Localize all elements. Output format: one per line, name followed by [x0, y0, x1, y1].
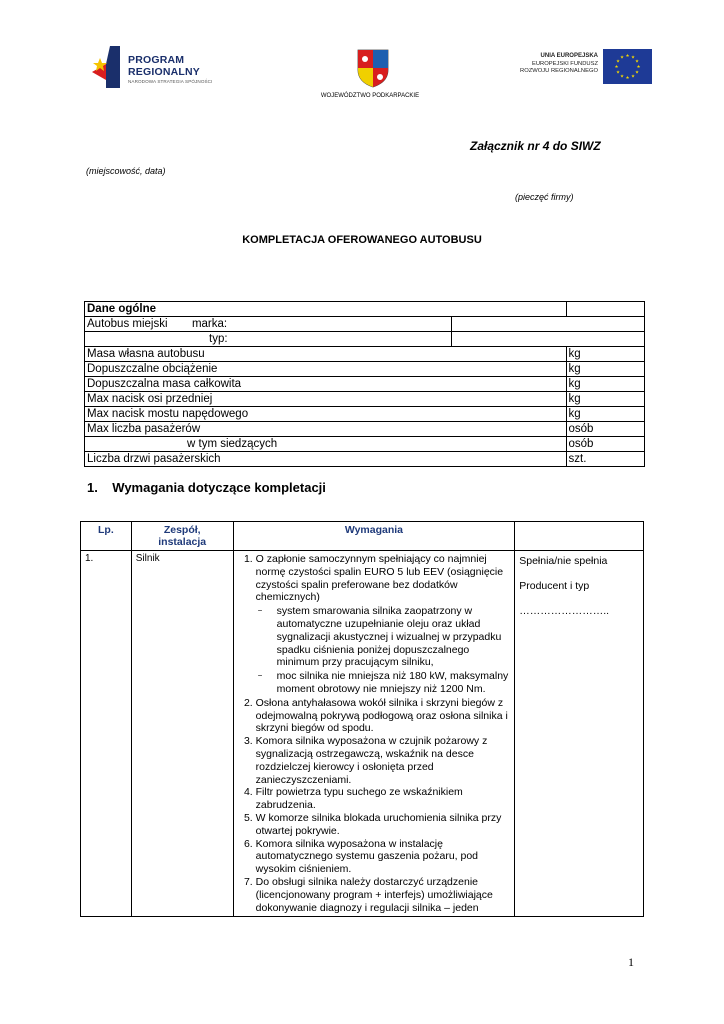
- table-header-row: [81, 522, 644, 551]
- page-number: 1: [628, 955, 634, 969]
- bus-brand-label: marka:: [191, 318, 228, 330]
- table-row: [81, 551, 644, 917]
- bus-label: Autobus miejski: [87, 318, 168, 330]
- eu-star-icon: ★: [630, 54, 636, 60]
- table-row: [85, 452, 645, 467]
- eu-logo-line1: UNIA EUROPEJSKA: [540, 53, 598, 59]
- requirements-table: [80, 521, 644, 917]
- bus-type-value[interactable]: [452, 332, 645, 347]
- bus-brand-value[interactable]: [452, 317, 645, 332]
- row-label: w tym siedzących: [85, 437, 567, 452]
- row-unit[interactable]: kg: [566, 377, 645, 392]
- producer-dots[interactable]: ……………………..: [519, 605, 610, 617]
- row-unit[interactable]: szt.: [566, 452, 645, 467]
- row-unit[interactable]: kg: [566, 347, 645, 362]
- table-row: [85, 437, 645, 452]
- row-lp: 1.: [81, 551, 132, 917]
- eu-logo-line3: ROZWOJU REGIONALNEGO: [520, 68, 598, 74]
- row-label: Max nacisk osi przedniej: [85, 392, 567, 407]
- row-label: Masa własna autobusu: [85, 347, 567, 362]
- row-label: Dopuszczalne obciążenie: [85, 362, 567, 377]
- general-data-table: [84, 301, 645, 467]
- row-unit[interactable]: kg: [566, 407, 645, 422]
- document-title: KOMPLETACJA OFEROWANEGO AUTOBUSU: [242, 234, 482, 246]
- voivodeship-crest-icon: [356, 48, 390, 88]
- table-row: [85, 317, 645, 332]
- compliance-label: Spełnia/nie spełnia: [519, 555, 608, 567]
- program-logo-line1: PROGRAM: [128, 54, 185, 66]
- table-row: [85, 377, 645, 392]
- producer-label: Producent i typ: [519, 580, 590, 592]
- eu-star-icon: ★: [615, 69, 620, 75]
- col-header-lp: Lp.: [81, 522, 132, 551]
- voivodeship-label: WOJEWÓDZTWO PODKARPACKIE: [320, 93, 420, 99]
- eu-star-icon: ★: [619, 73, 625, 79]
- col-header-wymagania: Wymagania: [233, 522, 515, 551]
- general-data-header: Dane ogólne: [85, 302, 452, 317]
- list-item: 7. Do obsługi silnika należy dostarczyć urządzenie (licencjonowany program + interfejs) umożliwiające dokonywanie diagnozy i regulacji silnika – jeden: [256, 876, 511, 914]
- row-compliance-cell[interactable]: [515, 551, 644, 917]
- requirement-text: O zapłonie samoczynnym spełniający co najmniej normę czystości spalin EURO 5 lub EEV (osiągnięcie czystości spalin preferowane bez dodatków chemicznych): [255, 553, 504, 604]
- eu-star-icon: ★: [630, 73, 636, 79]
- eu-flag-icon: [603, 49, 652, 84]
- row-label: Dopuszczalna masa całkowita: [85, 377, 567, 392]
- table-row: [85, 407, 645, 422]
- list-item: − system smarowania silnika zaopatrzony w automatyczne uzupełnianie oleju oraz układ sygnalizacji akustycznej i wizualnej w przypadku spadku ciśnienia poniżej dopuszczalnego minimum przy pracującym silniku,: [256, 605, 511, 669]
- row-unit[interactable]: kg: [566, 392, 645, 407]
- eu-star-icon: ★: [615, 58, 620, 64]
- col-header-empty: [515, 522, 644, 551]
- row-unit[interactable]: osób: [566, 437, 645, 452]
- annex-title: Załącznik nr 4 do SIWZ: [470, 139, 601, 153]
- list-item: [256, 553, 511, 696]
- bus-type-label: typ:: [85, 332, 452, 347]
- eu-star-icon: ★: [636, 64, 641, 70]
- table-row: [85, 392, 645, 407]
- eu-star-icon: ★: [635, 58, 640, 64]
- row-label: Max nacisk mostu napędowego: [85, 407, 567, 422]
- table-row: [85, 347, 645, 362]
- list-item: − moc silnika nie mniejsza niż 180 kW, maksymalny moment obrotowy nie mniejszy niż 1200 Nm.: [256, 670, 511, 696]
- row-label: Max liczba pasażerów: [85, 422, 567, 437]
- program-logo-line3: NARODOWA STRATEGIA SPÓJNOŚCI: [128, 79, 213, 84]
- eu-logo-text: [490, 53, 598, 76]
- row-label: Liczba drzwi pasażerskich: [85, 452, 567, 467]
- row-requirements: [233, 551, 515, 917]
- table-row: [85, 422, 645, 437]
- eu-logo-line2: EUROPEJSKI FUNDUSZ: [531, 60, 598, 67]
- row-unit[interactable]: osób: [566, 422, 645, 437]
- table-row: [85, 362, 645, 377]
- program-regionalny-logo: [92, 44, 232, 92]
- company-stamp-label: (pieczęć firmy): [515, 192, 574, 202]
- table-row: [85, 332, 645, 347]
- program-logo-line2: REGIONALNY: [128, 66, 201, 78]
- table-row: [85, 302, 645, 317]
- eu-star-icon: ★: [619, 54, 625, 60]
- sub-requirements-list: [256, 605, 511, 696]
- eu-star-icon: ★: [614, 64, 619, 70]
- bus-brand-cell: [85, 317, 452, 332]
- place-date-label: (miejscowość, data): [86, 166, 166, 176]
- list-item: 6. Komora silnika wyposażona w instalację automatycznego systemu gaszenia pożaru, pod wysokim ciśnieniem.: [256, 838, 511, 876]
- program-star-icon: [92, 44, 126, 90]
- section-heading: 1. Wymagania dotyczące kompletacji: [87, 480, 326, 495]
- list-item: 2. Osłona antyhałasowa wokół silnika i skrzyni biegów z odejmowalną pokrywą podłogową oraz osłona silnika i skrzyni biegów od spodu.: [256, 697, 511, 735]
- eu-star-icon: ★: [625, 53, 630, 59]
- eu-star-icon: ★: [635, 69, 640, 75]
- list-item: 4. Filtr powietrza typu suchego ze wskaźnikiem zabrudzenia.: [256, 786, 511, 812]
- requirements-list: [238, 553, 511, 914]
- col-header-zespol: Zespół, instalacja: [131, 522, 233, 551]
- list-item: 3. Komora silnika wyposażona w czujnik pożarowy z sygnalizacją ostrzegawczą, wskaźnik na desce rozdzielczej kierowcy i osłonięta przed zanieczyszczeniami.: [256, 735, 511, 786]
- eu-star-icon: ★: [625, 75, 630, 81]
- row-unit[interactable]: kg: [566, 362, 645, 377]
- list-item: 5. W komorze silnika blokada uruchomienia silnika przy otwartej pokrywie.: [256, 812, 511, 838]
- row-zespol: Silnik: [131, 551, 233, 917]
